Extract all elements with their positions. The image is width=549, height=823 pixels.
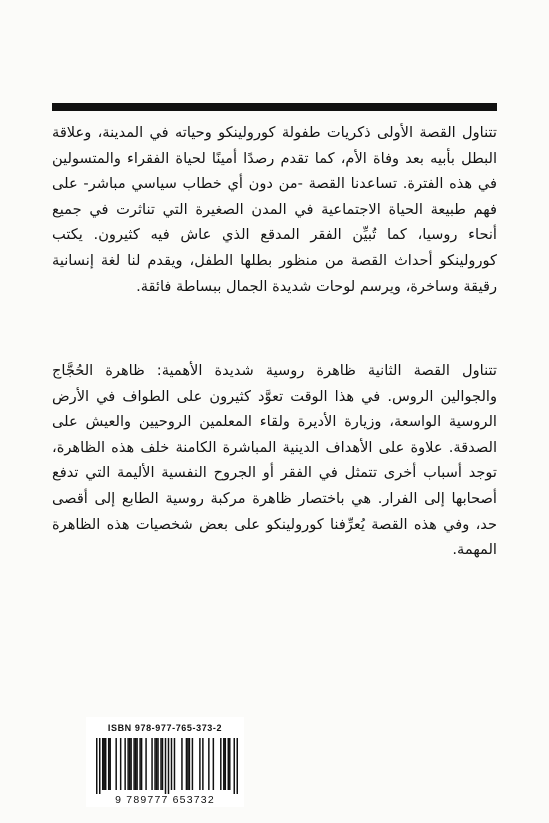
description-paragraph-2 (52, 358, 497, 563)
barcode-bar (213, 738, 214, 790)
barcode-bar (141, 738, 142, 790)
top-divider-bar (52, 103, 497, 111)
barcode-bar (220, 738, 221, 790)
barcode-bar (108, 738, 109, 790)
barcode-bar (225, 738, 226, 790)
barcode-bar (229, 738, 230, 790)
barcode-bar (234, 738, 235, 794)
barcode-bar (136, 738, 137, 790)
description-paragraph-1 (52, 120, 497, 299)
barcode-bar (165, 738, 166, 794)
barcode-bar (199, 738, 200, 790)
barcode-bar (189, 738, 190, 790)
barcode-bar (223, 738, 224, 790)
barcode-bar (208, 738, 209, 790)
barcode-bar (109, 738, 110, 790)
barcode-bar (181, 738, 182, 790)
barcode-bar (171, 738, 172, 790)
barcode-bar (160, 738, 161, 790)
barcode-bar (186, 738, 187, 790)
barcode-bar (154, 738, 155, 790)
barcode-bar (168, 738, 169, 794)
paragraph-2-text: تتناول القصة الثانية ظاهرة روسية شديدة الأهمية: ظاهرة الحُجَّاج والجوالين الروس. في هذا الوقت تعوَّد كثيرون على الطواف في الأرض الروسية الواسعة، وزيارة الأديرة ولقاء المعلمين الروحيين والعيش على الصدقة. علاوة على الأهداف الدينية المباشرة الكامنة خلف هذه الظاهرة، توجد أسباب أخرى تتمثل في الفقر أو الجروح النفسية الأليمة التي تدفع أصحابها إلى الفرار. هي باختصار ظاهرة مركبة روسية الطابع إلى أقصى حد، وفي هذه القصة يُعرِّفنا كورولينكو على بعض شخصيات هذه الظاهرة المهمة. (52, 362, 497, 559)
barcode-bar (156, 738, 157, 790)
paragraph-1-text: تتناول القصة الأولى ذكريات طفولة كورولينكو وحياته في المدينة، وعلاقة البطل بأبيه بعد وفاة الأم، كما تقدم رصدًا أمينًا لحياة الفقراء والمتسولين في هذه الفترة. تساعدنا القصة -من دون أي خطاب سياسي مباشر- على فهم طبيعة الحياة الاجتماعية في المدن الصغيرة التي تناثرت في جميع أنحاء روسيا، كما تُبيِّن الفقر المدقع الذي عاش فيه كثيرون. يكتب كورولينكو أحداث القصة من منظور بطلها الطفل، ويقدم لنا لغة إنسانية رقيقة وساخرة، ويرسم لوحات شديدة الجمال ببساطة فائقة. (52, 124, 497, 295)
barcode-bar (99, 738, 100, 794)
barcode-bar (115, 738, 116, 790)
isbn-barcode (86, 717, 244, 807)
barcode-bar (228, 738, 229, 790)
barcode-bars (96, 738, 238, 794)
barcode-bar (103, 738, 104, 790)
barcode-bar (130, 738, 131, 790)
barcode-bar (237, 738, 238, 794)
barcode-bar (157, 738, 158, 790)
isbn-label: ISBN 978-977-765-373-2 (107, 723, 223, 733)
barcode-digits: 9 789777 653732 (115, 794, 215, 806)
barcode-bar (192, 738, 193, 790)
barcode-bar (135, 738, 136, 790)
barcode-bar (120, 738, 121, 790)
barcode-bar (151, 738, 152, 790)
barcode-bar (124, 738, 125, 790)
barcode-bar (96, 738, 97, 794)
barcode-bar (102, 738, 103, 790)
barcode-bar (129, 738, 130, 790)
barcode-bar (202, 738, 203, 790)
barcode-bar (187, 738, 188, 790)
barcode-bar (139, 738, 140, 790)
barcode-bar (105, 738, 106, 790)
barcode-bar (162, 738, 163, 790)
barcode-bar (174, 738, 175, 790)
barcode-bar (133, 738, 134, 790)
barcode-bar (145, 738, 146, 790)
barcode-bar (127, 738, 128, 790)
